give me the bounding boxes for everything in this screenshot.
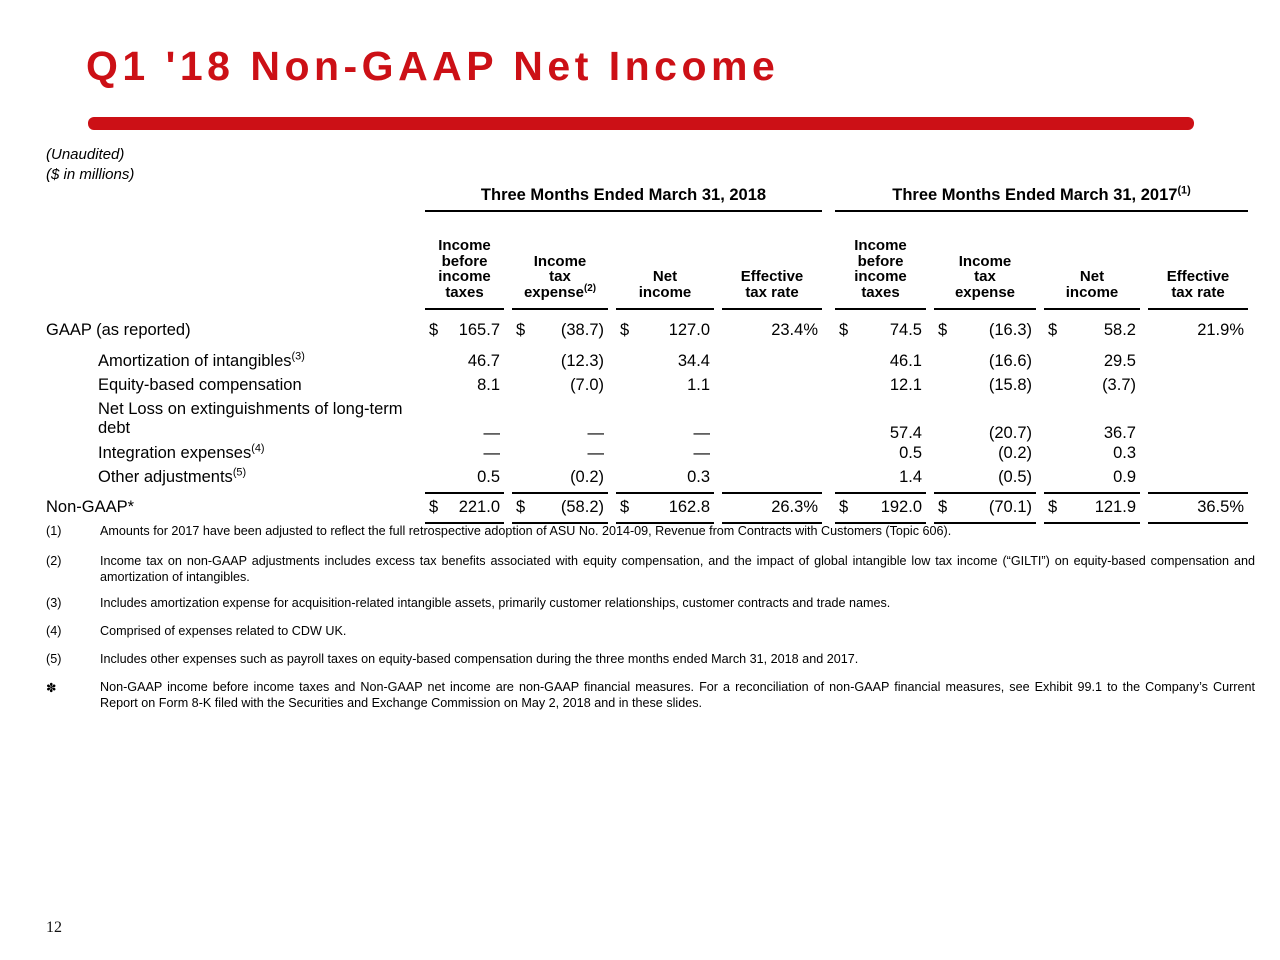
row-label-3: Equity-based compensation <box>98 376 302 394</box>
footnote-text-6: Non-GAAP income before income taxes and Non-GAAP net income are non-GAAP financial measures. For a reconciliation of non-GAAP financial measures, see Exhibit 99.1 to the Company’s Current Report on Form 8-K filed with the Securities and Exchange Commission on May 2, 2018 and in these slides. <box>100 680 1255 710</box>
footnote-marker-3: (3) <box>46 596 62 610</box>
column-header-line: Net <box>1079 268 1105 285</box>
footnote-marker-4: (4) <box>46 624 62 638</box>
row-label-1: GAAP (as reported) <box>46 321 191 339</box>
total-rule-top-3 <box>616 492 714 494</box>
currency-symbol: $ <box>938 321 948 339</box>
cell-r5-c7: 0.3 <box>1113 444 1136 462</box>
currency-symbol: $ <box>429 321 439 339</box>
currency-symbol: $ <box>429 498 439 516</box>
column-header-6 <box>934 254 1036 301</box>
column-header-line: Net <box>652 268 678 285</box>
column-header-line: Income <box>854 237 907 254</box>
currency-symbol: $ <box>839 498 849 516</box>
page-title: Q1 '18 Non-GAAP Net Income <box>86 43 780 89</box>
total-rule-top-6 <box>934 492 1036 494</box>
row-label-5: Integration expenses$^{(4)}$ <box>98 442 265 462</box>
cell-r3-c7: (3.7) <box>1102 376 1136 394</box>
column-header-2 <box>512 254 608 301</box>
column-header-4 <box>722 269 822 300</box>
cell-r1-c8: 21.9% <box>1197 321 1244 339</box>
cell-r1-c3: 127.0 <box>668 321 710 339</box>
row-label-6: Other adjustments$^{(5)}$ <box>98 466 247 486</box>
title-divider <box>88 117 1194 130</box>
cell-r5-c2: — <box>587 444 604 462</box>
column-header-7 <box>1044 269 1140 300</box>
column-header-line: taxes <box>445 283 484 301</box>
cell-r1-c4: 23.4% <box>771 321 818 339</box>
row-label-4: Net Loss on extinguishments of long-term debt <box>98 400 403 437</box>
cell-r5-c3: — <box>693 444 710 462</box>
cell-r2-c3: 34.4 <box>677 352 710 370</box>
currency-symbol: $ <box>938 498 948 516</box>
column-header-line: Income <box>958 252 1012 270</box>
column-header-3 <box>616 269 714 300</box>
cell-r4-c2: — <box>587 424 604 442</box>
cell-r6-c5: 1.4 <box>899 468 922 486</box>
currency-symbol: $ <box>516 498 526 516</box>
total-rule-top-4 <box>722 492 822 494</box>
footnote-marker-2: (2) <box>46 554 62 568</box>
cell-r6-c1: 0.5 <box>477 468 500 486</box>
cell-r6-c2: (0.2) <box>570 468 604 486</box>
total-rule-top-5 <box>835 492 926 494</box>
cell-r5-c1: — <box>483 444 500 462</box>
column-header-line: taxes <box>861 283 900 301</box>
column-header-line: expense$^{(2)}$ <box>523 282 597 301</box>
column-header-line: tax <box>974 268 996 285</box>
superscript-marker: (2) <box>583 282 597 294</box>
cell-r1-c5: 74.5 <box>889 321 922 339</box>
superscript-marker: (4) <box>251 442 265 455</box>
column-header-line: before <box>441 252 488 270</box>
unaudited-label: (Unaudited) <box>46 146 125 163</box>
column-header-line: Effective <box>1166 268 1230 285</box>
footnote-marker-5: (5) <box>46 652 62 666</box>
cell-r7-c5: 192.0 <box>880 498 922 516</box>
cell-r5-c5: 0.5 <box>899 444 922 462</box>
group-header-rule-1 <box>425 210 822 212</box>
cell-r5-c6: (0.2) <box>998 444 1032 462</box>
cell-r7-c6: (70.1) <box>988 498 1032 516</box>
total-rule-top-2 <box>512 492 608 494</box>
footnote-text-1: Amounts for 2017 have been adjusted to reflect the full retrospective adoption of ASU No. 2014-09, Revenue from Contracts with Customers (Topic 606). <box>100 524 952 538</box>
cell-r3-c1: 8.1 <box>477 376 500 394</box>
column-header-line: tax rate <box>745 283 799 301</box>
superscript-marker: (3) <box>291 350 305 363</box>
total-rule-top-1 <box>425 492 504 494</box>
column-header-1 <box>425 238 504 300</box>
cell-r7-c4: 26.3% <box>771 498 818 516</box>
cell-r2-c2: (12.3) <box>560 352 604 370</box>
currency-symbol: $ <box>620 321 630 339</box>
footnote-text-5: Includes other expenses such as payroll taxes on equity-based compensation during the three months ended March 31, 2018 and 2017. <box>100 652 859 666</box>
column-header-rule-6 <box>934 308 1036 310</box>
cell-r1-c2: (38.7) <box>560 321 604 339</box>
group-header-rule-2 <box>835 210 1248 212</box>
currency-symbol: $ <box>516 321 526 339</box>
column-header-line: Income <box>438 237 491 254</box>
cell-r7-c7: 121.9 <box>1094 498 1136 516</box>
column-header-rule-7 <box>1044 308 1140 310</box>
cell-r1-c7: 58.2 <box>1103 321 1136 339</box>
cell-r6-c3: 0.3 <box>687 468 710 486</box>
column-header-8 <box>1148 269 1248 300</box>
column-header-line: income <box>638 283 692 301</box>
footnote-text-2: Income tax on non-GAAP adjustments includes excess tax benefits associated with equity compensation, and the impact of global intangible low tax income (“GILTI”) on equity-based compensation and amortization of intangibles. <box>100 554 1255 584</box>
superscript-marker: (1) <box>1177 184 1191 197</box>
column-header-rule-8 <box>1148 308 1248 310</box>
currency-symbol: $ <box>839 321 849 339</box>
cell-r7-c8: 36.5% <box>1197 498 1244 516</box>
column-header-5 <box>835 238 926 300</box>
row-label-2: Amortization of intangibles$^{(3)}$ <box>98 350 305 370</box>
column-header-line: before <box>857 252 904 270</box>
footnote-marker-1: (1) <box>46 524 62 538</box>
cell-r2-c6: (16.6) <box>988 352 1032 370</box>
column-header-line: Effective <box>740 268 804 285</box>
footnote-text-4: Comprised of expenses related to CDW UK. <box>100 624 347 638</box>
cell-r7-c2: (58.2) <box>560 498 604 516</box>
total-rule-top-7 <box>1044 492 1140 494</box>
currency-symbol: $ <box>1048 321 1058 339</box>
column-header-line: income <box>854 268 907 285</box>
column-header-line: income <box>1065 283 1119 301</box>
total-rule-top-8 <box>1148 492 1248 494</box>
column-header-line: tax rate <box>1171 283 1225 301</box>
cell-r2-c5: 46.1 <box>889 352 922 370</box>
column-header-rule-4 <box>722 308 822 310</box>
footnote-marker-6: ✽ <box>46 681 57 695</box>
column-header-rule-3 <box>616 308 714 310</box>
superscript-marker: (5) <box>232 466 247 479</box>
cell-r4-c3: — <box>693 424 710 442</box>
cell-r3-c5: 12.1 <box>889 376 922 394</box>
cell-r4-c5: 57.4 <box>889 424 922 442</box>
column-header-rule-1 <box>425 308 504 310</box>
column-header-rule-2 <box>512 308 608 310</box>
cell-r4-c6: (20.7) <box>988 424 1032 442</box>
column-header-line: income <box>438 268 491 285</box>
cell-r2-c1: 46.7 <box>467 352 500 370</box>
cell-r4-c1: — <box>483 424 500 442</box>
group-header-1: Three Months Ended March 31, 2018 <box>480 186 767 204</box>
cell-r6-c6: (0.5) <box>998 468 1032 486</box>
cell-r3-c2: (7.0) <box>570 376 604 394</box>
cell-r3-c3: 1.1 <box>687 376 710 394</box>
cell-r6-c7: 0.9 <box>1113 468 1136 486</box>
column-header-line: expense <box>954 283 1016 301</box>
page-number: 12 <box>46 919 62 936</box>
column-header-rule-5 <box>835 308 926 310</box>
column-header-line: tax <box>549 268 571 285</box>
row-label-7: Non-GAAP* <box>46 498 135 516</box>
cell-r1-c1: 165.7 <box>458 321 500 339</box>
footnote-text-3: Includes amortization expense for acquisition-related intangible assets, primarily customer relationships, customer contracts and trade names. <box>100 596 891 610</box>
cell-r7-c3: 162.8 <box>668 498 710 516</box>
column-header-line: Income <box>533 252 587 270</box>
group-header-2: Three Months Ended March 31, 2017$^{(1)}$ <box>892 184 1191 204</box>
cell-r1-c6: (16.3) <box>988 321 1032 339</box>
cell-r2-c7: 29.5 <box>1103 352 1136 370</box>
cell-r4-c7: 36.7 <box>1103 424 1136 442</box>
currency-symbol: $ <box>620 498 630 516</box>
units-label: ($ in millions) <box>46 166 135 183</box>
currency-symbol: $ <box>1048 498 1058 516</box>
cell-r3-c6: (15.8) <box>988 376 1032 394</box>
cell-r7-c1: 221.0 <box>458 498 500 516</box>
